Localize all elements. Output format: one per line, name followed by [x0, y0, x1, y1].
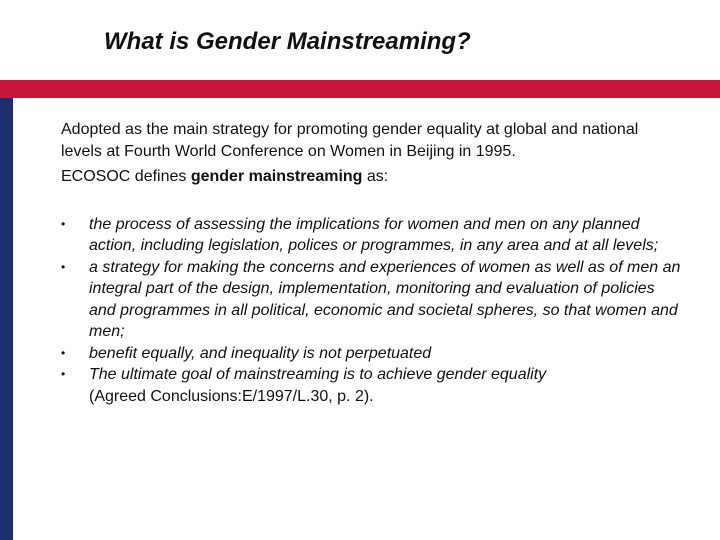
bullet-icon: •: [61, 259, 66, 274]
bullet-icon: •: [61, 216, 66, 231]
left-accent-rule: [0, 98, 13, 540]
ecosoc-term: gender mainstreaming: [190, 168, 363, 185]
ecosoc-prefix: ECOSOC defines: [61, 168, 191, 185]
intro-paragraph: Adopted as the main strategy for promoting gender equality at global and national levels at Fourth World Conference on Women in Beijing in 1995.: [61, 121, 639, 160]
citation-text: (Agreed Conclusions:E/1997/L.30, p. 2).: [89, 387, 374, 405]
bullet-text: a strategy for making the concerns and experiences of women as well as of men an integral part of the design, implementation, monitoring and evaluation of policies and programmes in all political, economic and societal spheres, so that women and men;: [89, 258, 681, 340]
slide-title: What is Gender Mainstreaming?: [104, 28, 471, 55]
bullet-item: [61, 364, 681, 407]
bullet-item: [61, 257, 681, 343]
definition-bullet-list: [61, 214, 681, 408]
ecosoc-suffix: as:: [362, 168, 389, 185]
bullet-icon: •: [61, 367, 66, 381]
header-accent-bar: [0, 80, 720, 98]
bullet-item: [61, 214, 681, 257]
bullet-text: The ultimate goal of mainstreaming is to achieve gender equality: [89, 366, 547, 383]
bullet-icon: •: [61, 345, 66, 360]
bullet-text: benefit equally, and inequality is not perpetuated: [89, 344, 432, 362]
ecosoc-definition-line: [61, 166, 681, 188]
bullet-text: the process of assessing the implications for women and men on any planned action, including legislation, polices or programmes, in any area and at all levels;: [89, 215, 659, 254]
slide-body: [61, 119, 681, 407]
bullet-item: [61, 343, 681, 365]
